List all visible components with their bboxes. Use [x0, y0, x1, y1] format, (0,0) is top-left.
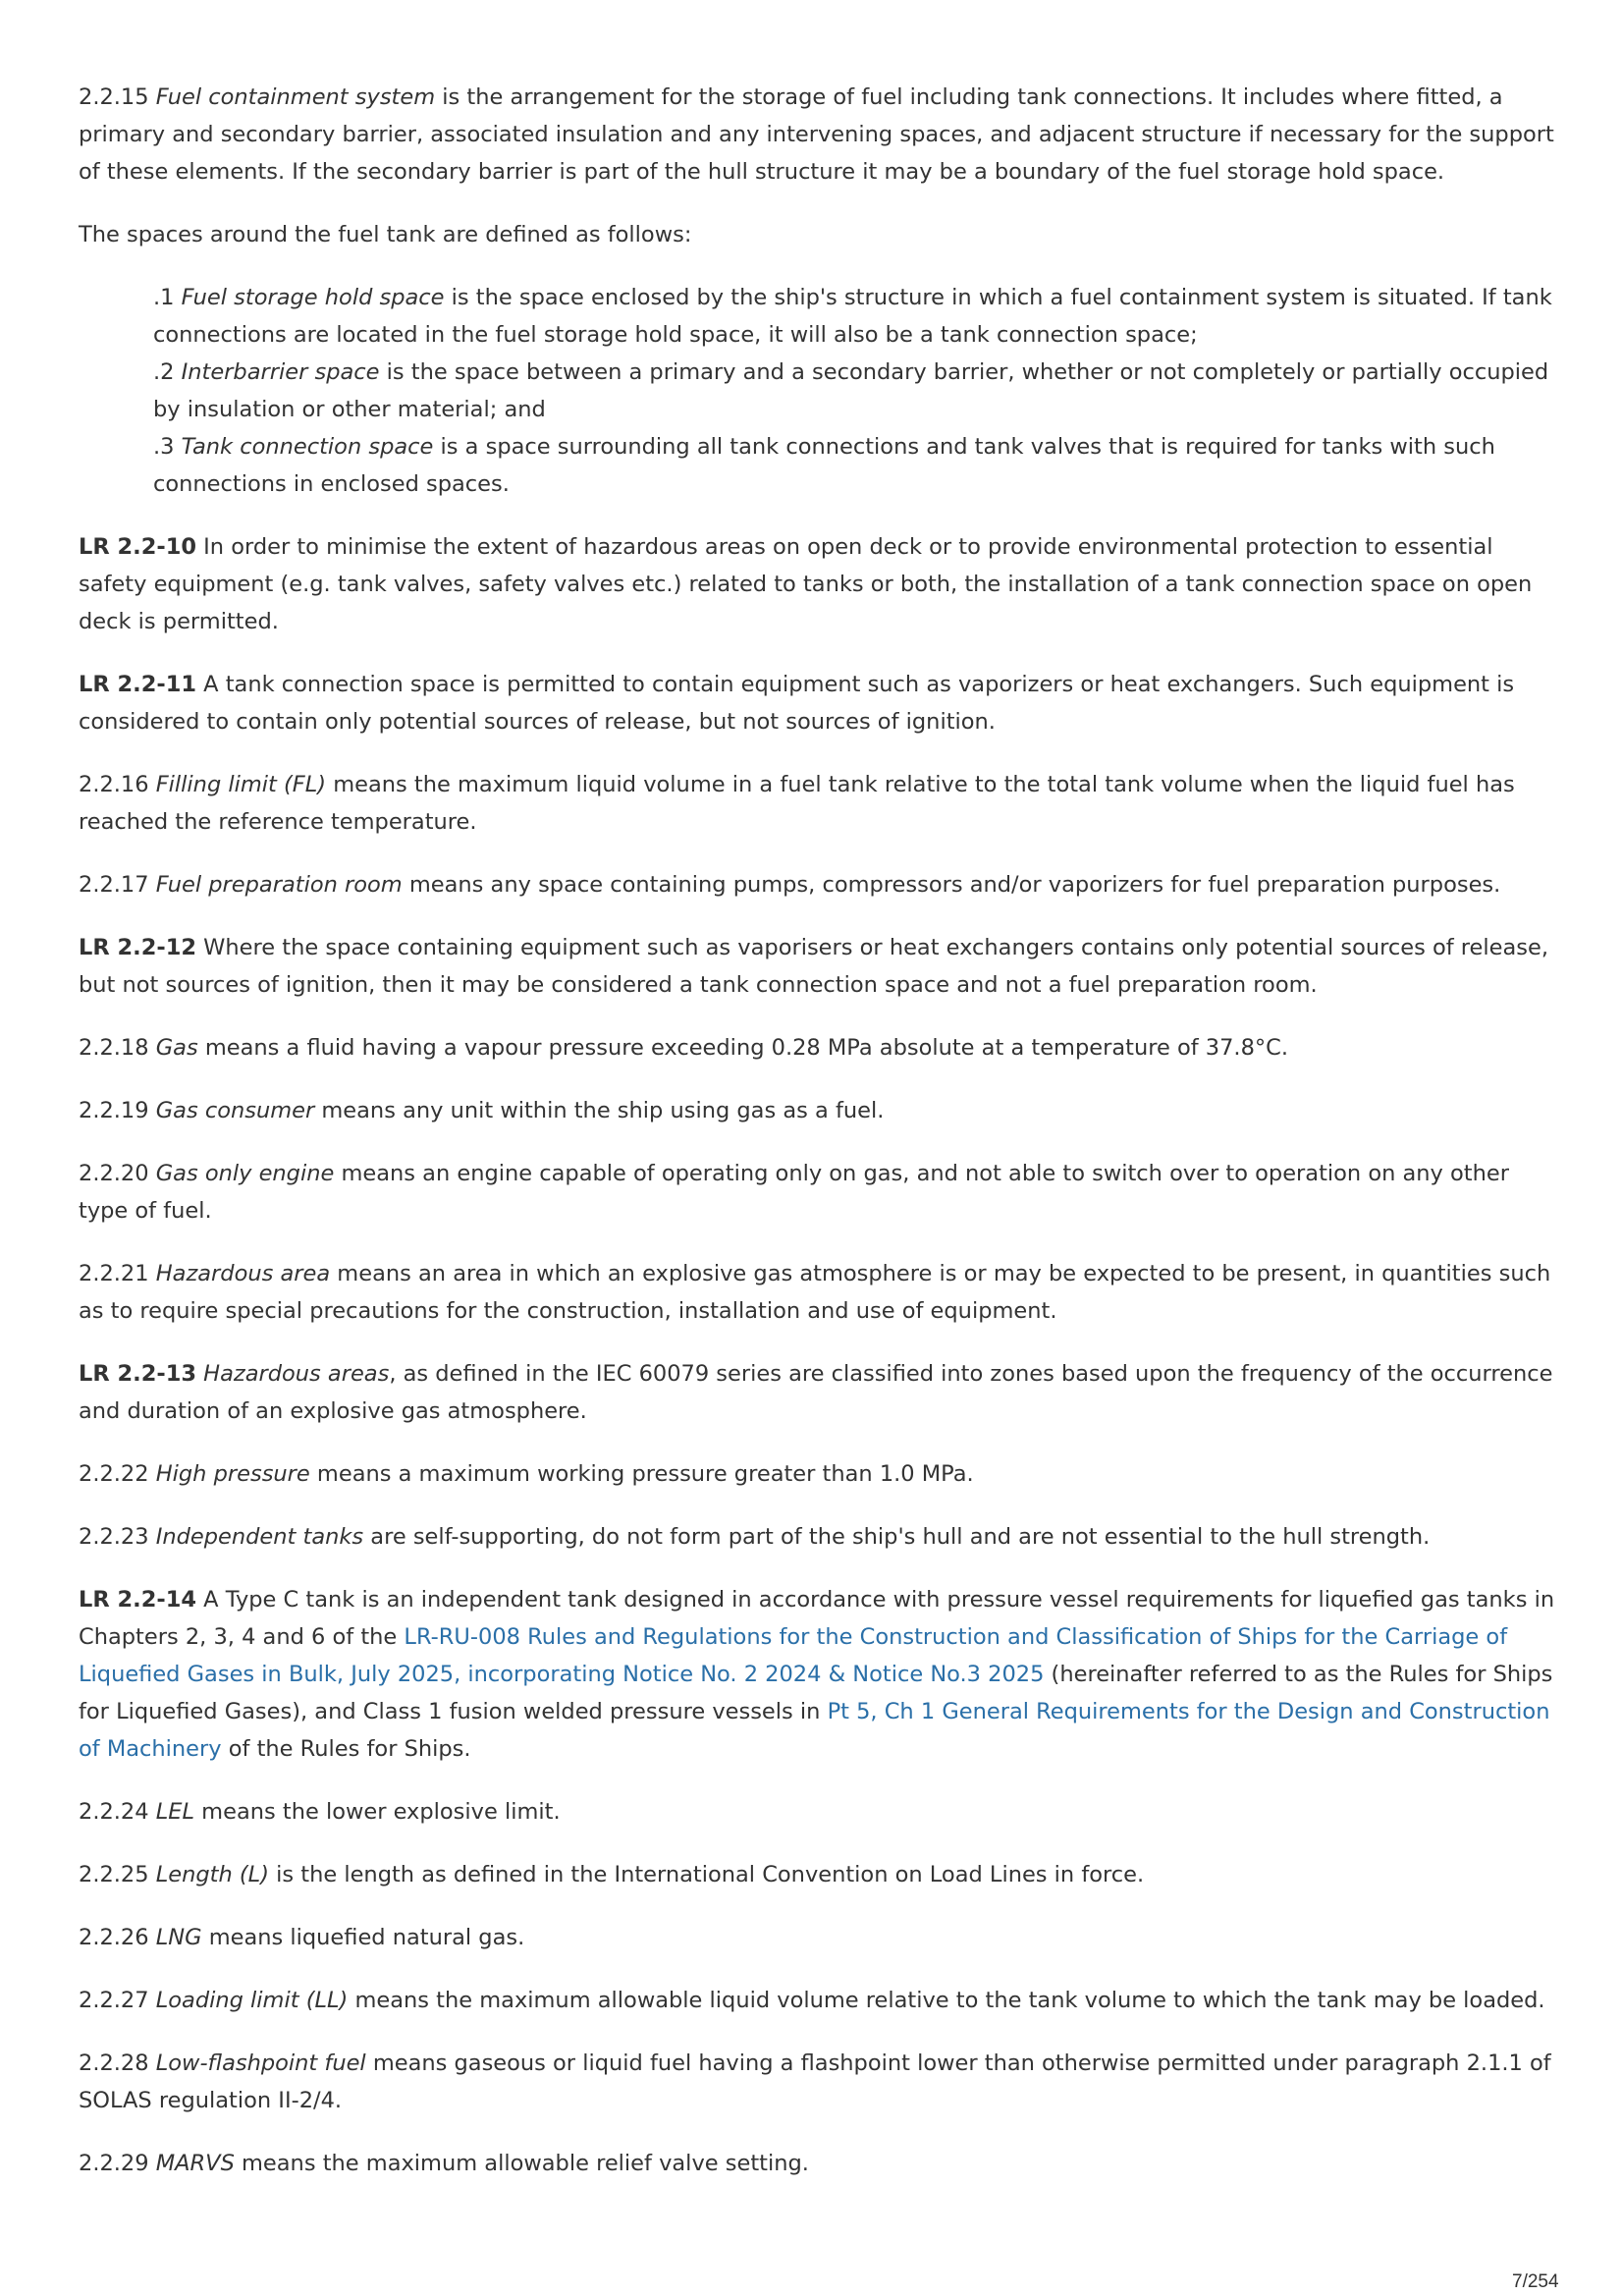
- lr-clause-number: LR 2.2-14: [79, 1587, 197, 1613]
- clause-text: means the lower explosive limit.: [194, 1799, 561, 1825]
- spaces-intro: The spaces around the fuel tank are defined as follows:: [79, 222, 692, 247]
- defined-term: LEL: [155, 1799, 195, 1825]
- defined-term: Low-flashpoint fuel: [155, 2050, 366, 2076]
- clause-text: (hereinafter referred to as the Rules for Ships for Liquefied Gases), and Class 1 fusion welded pressure vessels in: [79, 1662, 1553, 1724]
- clause-text: means any space containing pumps, compressors and/or vaporizers for fuel preparation purposes.: [402, 872, 1501, 898]
- clause-number: 2.2.25: [79, 1862, 149, 1887]
- clause-text: means an engine capable of operating only on gas, and not able to switch over to operation on any other type of fuel.: [79, 1161, 1509, 1224]
- clause-number: 2.2.15: [79, 84, 149, 110]
- clause-text: are self-supporting, do not form part of the ship's hull and are not essential to the hull strength.: [363, 1524, 1431, 1550]
- clause-text: A Type C tank is an independent tank designed in accordance with pressure vessel requirements for liquefied gas tanks in Chapters 2, 3, 4 and 6 of the: [79, 1587, 1555, 1650]
- lr-clause-2-2-11: [79, 666, 1561, 740]
- defined-term: Tank connection space: [181, 434, 434, 460]
- lr-clause-number: LR 2.2-10: [79, 534, 197, 560]
- clause-number: 2.2.27: [79, 1988, 149, 2013]
- clause-2-2-21: [79, 1255, 1561, 1330]
- list-item: [153, 354, 1561, 428]
- clause-text: means a maximum working pressure greater than 1.0 MPa.: [309, 1461, 974, 1487]
- spaces-list: [79, 279, 1561, 503]
- defined-term: Gas only engine: [155, 1161, 335, 1186]
- clause-2-2-29: [79, 2145, 1561, 2182]
- clause-number: 2.2.20: [79, 1161, 149, 1186]
- clause-text: Where the space containing equipment such as vaporisers or heat exchangers contains only potential sources of release, but not sources of ignition, then it may be considered a tank connection space and not a fuel preparation room.: [79, 935, 1548, 998]
- clause-number: 2.2.16: [79, 772, 149, 797]
- lr-clause-2-2-14: [79, 1581, 1561, 1768]
- defined-term: Gas consumer: [155, 1098, 315, 1123]
- item-number: .3: [153, 434, 175, 460]
- lr-clause-2-2-13: [79, 1355, 1561, 1430]
- defined-term: LNG: [155, 1925, 202, 1950]
- defined-term: Loading limit (LL): [155, 1988, 349, 2013]
- lr-clause-number: LR 2.2-11: [79, 672, 197, 697]
- clause-text: is the length as defined in the International Convention on Load Lines in force.: [268, 1862, 1145, 1887]
- clause-text: means the maximum allowable liquid volume relative to the tank volume to which the tank may be loaded.: [348, 1988, 1545, 2013]
- clause-2-2-23: [79, 1518, 1561, 1556]
- clause-2-2-22: [79, 1455, 1561, 1493]
- defined-term: Interbarrier space: [181, 359, 380, 385]
- clause-2-2-28: [79, 2045, 1561, 2119]
- lr-clause-2-2-12: [79, 929, 1561, 1004]
- clause-2-2-27: [79, 1982, 1561, 2019]
- clause-number: 2.2.29: [79, 2151, 149, 2176]
- clause-number: 2.2.17: [79, 872, 149, 898]
- defined-term: Gas: [155, 1035, 198, 1061]
- liquefied-gas-rules-link[interactable]: LR-RU-008 Rules and Regulations for the Construction and Classification of Ships for the Carriage of Liquefied Gases in Bulk, July 2025, incorporating Notice No. 2 2024 & Notice No.3 2025: [79, 1624, 1508, 1687]
- list-item: [153, 428, 1561, 503]
- lr-clause-2-2-10: [79, 528, 1561, 640]
- clause-text: of the Rules for Ships.: [221, 1736, 471, 1762]
- clause-2-2-25: [79, 1856, 1561, 1893]
- clause-number: 2.2.21: [79, 1261, 149, 1286]
- clause-2-2-18: [79, 1029, 1561, 1066]
- clause-number: 2.2.24: [79, 1799, 149, 1825]
- clause-text: means an area in which an explosive gas atmosphere is or may be expected to be present, in quantities such as to require special precautions for the construction, installation and use of equipment.: [79, 1261, 1551, 1324]
- document-body: [79, 79, 1561, 2208]
- defined-term: Fuel containment system: [155, 84, 436, 110]
- item-text: is the space enclosed by the ship's structure in which a fuel containment system is situated. If tank connections are located in the fuel storage hold space, it will also be a tank connection space;: [153, 285, 1552, 348]
- machinery-rules-link[interactable]: Pt 5, Ch 1 General Requirements for the Design and Construction of Machinery: [79, 1699, 1550, 1762]
- defined-term: High pressure: [155, 1461, 310, 1487]
- clause-2-2-20: [79, 1155, 1561, 1230]
- clause-text: means any unit within the ship using gas as a fuel.: [314, 1098, 885, 1123]
- clause-text: In order to minimise the extent of hazardous areas on open deck or to provide environmental protection to essential safety equipment (e.g. tank valves, safety valves etc.) related to tanks or both, the installation of a tank connection space on open deck is permitted.: [79, 534, 1533, 634]
- defined-term: Hazardous areas: [203, 1361, 390, 1387]
- clause-text: means the maximum liquid volume in a fuel tank relative to the total tank volume when the liquid fuel has reached the reference temperature.: [79, 772, 1515, 835]
- clause-2-2-15: [79, 79, 1561, 191]
- defined-term: Hazardous area: [155, 1261, 331, 1286]
- lr-clause-number: LR 2.2-12: [79, 935, 197, 960]
- defined-term: Independent tanks: [155, 1524, 364, 1550]
- defined-term: Filling limit (FL): [155, 772, 327, 797]
- clause-text: means a fluid having a vapour pressure exceeding 0.28 MPa absolute at a temperature of 37.8°C.: [197, 1035, 1289, 1061]
- page-number: 7/254: [1512, 2271, 1559, 2292]
- clause-2-2-17: [79, 866, 1561, 903]
- lr-clause-number: LR 2.2-13: [79, 1361, 197, 1387]
- clause-number: 2.2.28: [79, 2050, 149, 2076]
- clause-text: A tank connection space is permitted to contain equipment such as vaporizers or heat exchangers. Such equipment is considered to contain only potential sources of release, but not sources of ignition.: [79, 672, 1515, 735]
- clause-text: is the arrangement for the storage of fuel including tank connections. It includes where fitted, a primary and secondary barrier, associated insulation and any intervening spaces, and adjacent structure if necessary for the support of these elements. If the secondary barrier is part of the hull structure it may be a boundary of the fuel storage hold space.: [79, 84, 1554, 185]
- clause-text: , as defined in the IEC 60079 series are classified into zones based upon the frequency of the occurrence and duration of an explosive gas atmosphere.: [79, 1361, 1553, 1424]
- list-item: [153, 279, 1561, 354]
- clause-number: 2.2.26: [79, 1925, 149, 1950]
- clause-2-2-24: [79, 1793, 1561, 1831]
- defined-term: Fuel storage hold space: [181, 285, 445, 310]
- item-number: .1: [153, 285, 175, 310]
- clause-2-2-16: [79, 766, 1561, 841]
- item-text: is a space surrounding all tank connections and tank valves that is required for tanks with such connections in enclosed spaces.: [153, 434, 1495, 497]
- defined-term: MARVS: [155, 2151, 235, 2176]
- item-text: is the space between a primary and a secondary barrier, whether or not completely or partially occupied by insulation or other material; and: [153, 359, 1549, 422]
- defined-term: Fuel preparation room: [155, 872, 403, 898]
- item-number: .2: [153, 359, 175, 385]
- clause-number: 2.2.22: [79, 1461, 149, 1487]
- clause-number: 2.2.19: [79, 1098, 149, 1123]
- clause-text: means gaseous or liquid fuel having a flashpoint lower than otherwise permitted under paragraph 2.1.1 of SOLAS regulation II-2/4.: [79, 2050, 1551, 2113]
- clause-text: means liquefied natural gas.: [201, 1925, 525, 1950]
- clause-number: 2.2.18: [79, 1035, 149, 1061]
- clause-number: 2.2.23: [79, 1524, 149, 1550]
- clause-2-2-19: [79, 1092, 1561, 1129]
- clause-2-2-26: [79, 1919, 1561, 1956]
- defined-term: Length (L): [155, 1862, 269, 1887]
- clause-text: means the maximum allowable relief valve setting.: [234, 2151, 809, 2176]
